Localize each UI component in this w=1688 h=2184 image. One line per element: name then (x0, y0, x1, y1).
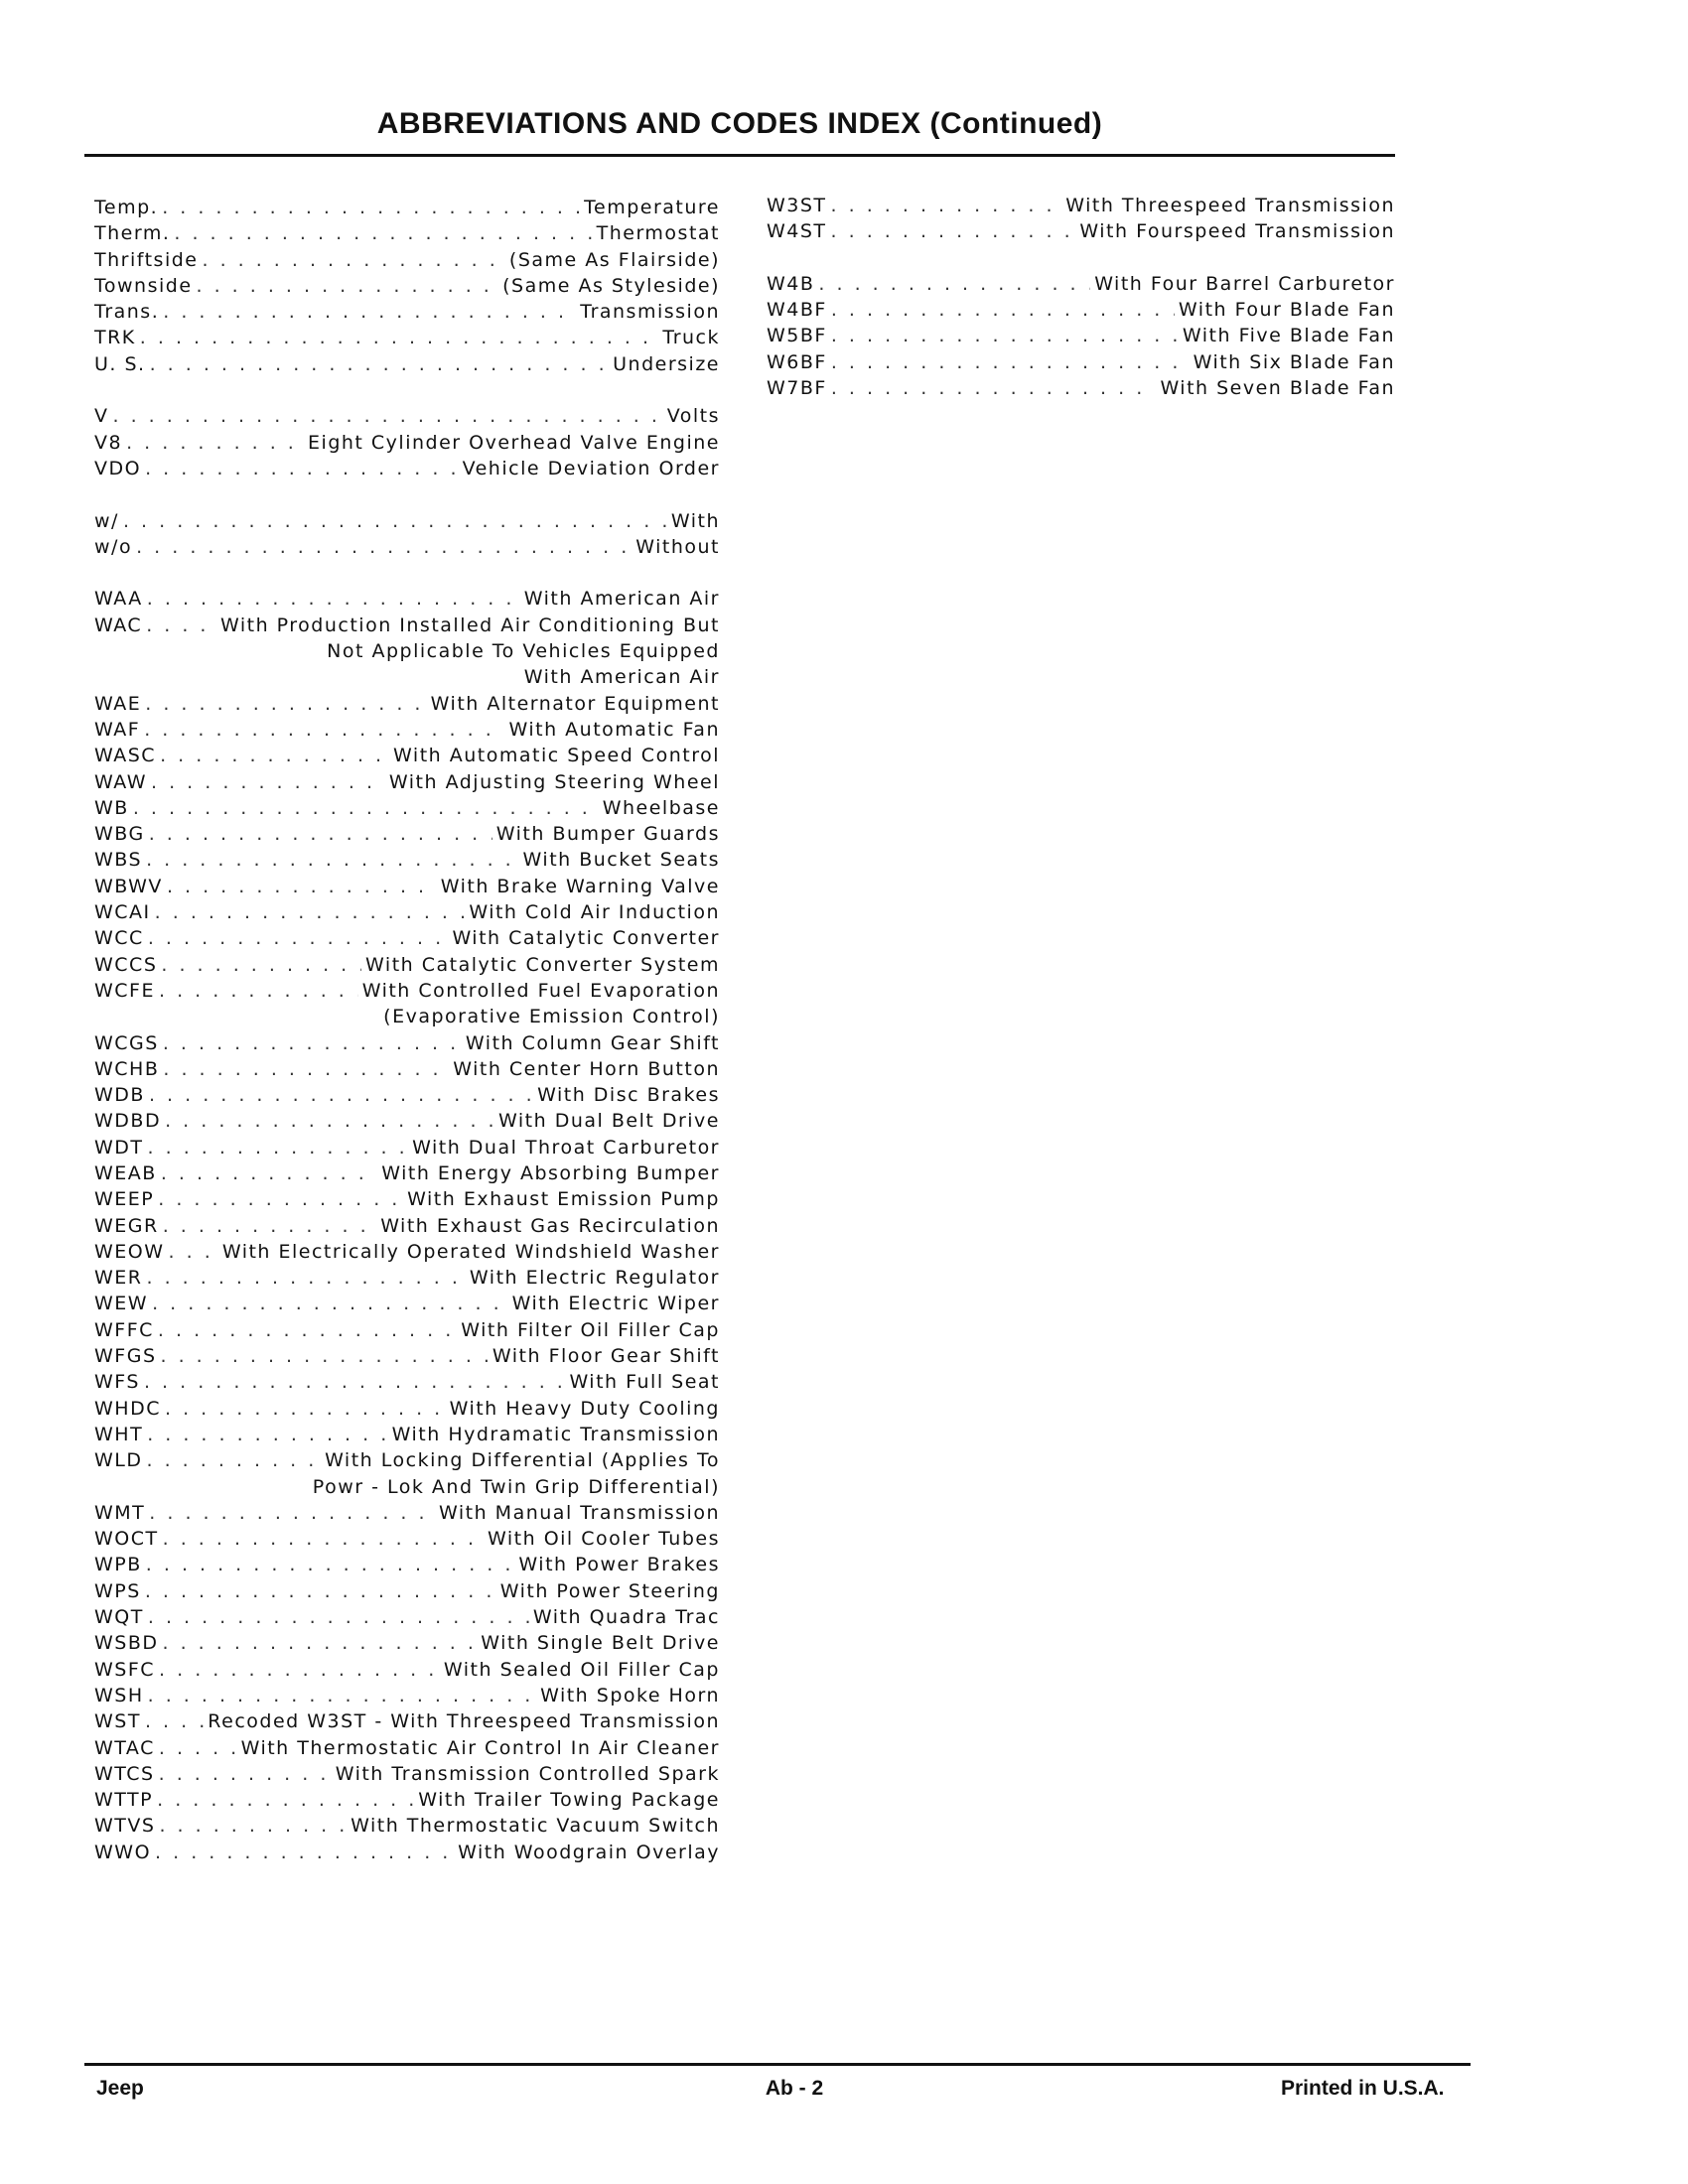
dot-leader (151, 771, 385, 793)
index-entry (94, 745, 720, 770)
entry-abbreviation: W7BF (767, 377, 827, 400)
entry-abbreviation: WCAI (94, 901, 151, 924)
index-entry (94, 1241, 720, 1267)
page-number: Ab - 2 (765, 2077, 824, 2100)
entry-abbreviation: WBWV (94, 875, 163, 897)
index-entry (767, 273, 1395, 299)
entry-abbreviation: U. S. (94, 352, 146, 375)
dot-leader (146, 849, 518, 871)
entry-abbreviation: TRK (94, 327, 136, 349)
entry-abbreviation: W4BF (767, 299, 827, 322)
page-title: ABBREVIATIONS AND CODES INDEX (Continued) (376, 107, 1103, 140)
entry-abbreviation: WFGS (94, 1345, 157, 1368)
entry-meaning: With Woodgrain Overlay (458, 1841, 720, 1863)
dot-leader (159, 1815, 347, 1837)
index-entry (94, 1763, 720, 1789)
index-entry (94, 432, 720, 458)
entry-abbreviation: WFS (94, 1371, 140, 1394)
index-entry (94, 405, 720, 431)
entry-abbreviation: WDB (94, 1084, 145, 1107)
dot-leader (174, 222, 592, 244)
entry-meaning: Temperature (584, 197, 720, 218)
entry-abbreviation: W6BF (767, 350, 827, 373)
entry-abbreviation: WBG (94, 823, 145, 846)
dot-leader (123, 510, 667, 532)
index-entry (94, 1293, 720, 1318)
index-entry (94, 1032, 720, 1058)
entry-meaning: With Alternator Equipment (430, 692, 720, 715)
dot-leader (149, 1502, 435, 1524)
entry-abbreviation: WTAC (94, 1736, 155, 1759)
dot-leader (163, 1058, 449, 1080)
entry-abbreviation: WER (94, 1267, 143, 1290)
index-entry (94, 954, 720, 980)
entry-meaning: With Quadra Trac (532, 1606, 720, 1629)
dot-leader (145, 693, 426, 715)
entry-meaning: With Cold Air Induction (469, 901, 720, 924)
entry-meaning: With Manual Transmission (439, 1501, 720, 1524)
index-entry (94, 1842, 720, 1867)
entry-abbreviation: WAF (94, 718, 141, 741)
entry-meaning: With Energy Absorbing Bumper (381, 1161, 720, 1184)
entry-abbreviation: WAC (94, 614, 143, 636)
index-entry (94, 1084, 720, 1110)
dot-leader (831, 195, 1062, 216)
entry-abbreviation: WHDC (94, 1397, 161, 1420)
index-entry (94, 719, 720, 745)
entry-meaning: With Column Gear Shift (465, 1031, 720, 1054)
index-entry (94, 275, 720, 301)
index-entry (767, 220, 1395, 246)
index-entry (94, 1737, 720, 1763)
index-entry (94, 1659, 720, 1685)
dot-leader (163, 1528, 484, 1550)
dot-leader (831, 351, 1190, 373)
entry-abbreviation: WTVS (94, 1815, 156, 1838)
entry-abbreviation: WEEP (94, 1188, 155, 1211)
index-entry (94, 1267, 720, 1293)
entry-meaning: With Bucket Seats (522, 849, 720, 872)
entry-meaning: Volts (666, 405, 720, 428)
entry-meaning: With Four Blade Fan (1178, 299, 1395, 322)
index-entry (94, 693, 720, 719)
entry-meaning: With Four Barrel Carburetor (1094, 272, 1395, 295)
entry-meaning-continued: Powr - Lok And Twin Grip Differential) (312, 1475, 720, 1498)
entry-abbreviation: WSBD (94, 1632, 159, 1655)
dot-leader (163, 1032, 462, 1054)
dot-leader (144, 1371, 565, 1393)
index-entry (94, 1554, 720, 1579)
entry-abbreviation: Townside (94, 274, 193, 297)
dot-leader (159, 1737, 237, 1759)
entry-abbreviation: WCCS (94, 953, 158, 976)
entry-abbreviation: WEAB (94, 1161, 157, 1184)
dot-leader (147, 1424, 387, 1445)
entry-meaning: With Filter Oil Filler Cap (461, 1318, 720, 1341)
dot-leader (163, 1632, 478, 1654)
footer-printed: Printed in U.S.A. (1281, 2077, 1445, 2100)
entry-abbreviation: W4ST (767, 220, 827, 243)
entry-meaning: With Bumper Guards (495, 823, 720, 846)
index-entry (94, 1371, 720, 1397)
index-entry (94, 1188, 720, 1214)
entry-abbreviation: WEGR (94, 1214, 159, 1237)
index-entry (94, 1398, 720, 1424)
entry-meaning: Transmission (580, 301, 720, 324)
dot-leader (160, 745, 389, 766)
entry-meaning: Eight Cylinder Overhead Valve Engine (308, 431, 720, 454)
index-entry (767, 325, 1395, 350)
entry-abbreviation: Temp. (94, 197, 159, 218)
entry-meaning: With Hydramatic Transmission (391, 1423, 720, 1445)
entry-meaning: With Exhaust Gas Recirculation (380, 1214, 720, 1237)
dot-leader (133, 797, 599, 819)
header-rule (84, 154, 1395, 157)
entry-abbreviation: WPB (94, 1554, 142, 1576)
index-entry (94, 797, 720, 823)
dot-leader (831, 299, 1175, 321)
index-entry (94, 1162, 720, 1188)
entry-meaning: With Thermostatic Vacuum Switch (351, 1815, 720, 1838)
dot-leader (157, 1789, 414, 1811)
dot-leader (831, 325, 1179, 346)
index-entry (767, 195, 1395, 220)
entry-abbreviation: V8 (94, 431, 123, 454)
entry-meaning: Wheelbase (602, 796, 720, 819)
index-entry (94, 1449, 720, 1475)
entry-abbreviation: WEW (94, 1293, 149, 1315)
entry-meaning: With Automatic Fan (508, 718, 720, 741)
entry-meaning: Recoded W3ST - With Threespeed Transmission (208, 1710, 720, 1733)
index-entry (94, 1632, 720, 1658)
index-entry (94, 1580, 720, 1606)
entry-meaning: With Exhaust Emission Pump (407, 1188, 720, 1211)
index-entry (94, 901, 720, 927)
entry-abbreviation: WAE (94, 692, 142, 715)
entry-abbreviation: WMT (94, 1501, 146, 1524)
entry-abbreviation: WLD (94, 1449, 143, 1472)
dot-leader (159, 980, 358, 1002)
dot-leader (145, 458, 459, 479)
entry-abbreviation: WCC (94, 927, 144, 950)
index-entry (94, 1215, 720, 1241)
entry-abbreviation: W3ST (767, 195, 827, 216)
entry-meaning: With Electric Regulator (469, 1267, 720, 1290)
index-entry (94, 222, 720, 248)
dot-leader (148, 1137, 409, 1159)
entry-meaning: With Controlled Fuel Evaporation (361, 979, 720, 1002)
dot-leader (146, 614, 216, 636)
entry-meaning: With Seven Blade Fan (1160, 377, 1395, 400)
dot-leader (161, 1345, 489, 1367)
dot-leader (149, 1084, 533, 1106)
index-entry (94, 980, 720, 1006)
entry-meaning: With Adjusting Steering Wheel (388, 770, 720, 793)
dot-leader (165, 1110, 494, 1132)
entry-abbreviation: WB (94, 796, 129, 819)
entry-abbreviation: W5BF (767, 325, 827, 347)
index-entry (94, 771, 720, 797)
dot-leader (197, 275, 499, 297)
entry-meaning: With Locking Differential (Applies To (325, 1449, 720, 1472)
index-entry (94, 876, 720, 901)
entry-gap (94, 379, 720, 405)
dot-leader (145, 1580, 496, 1602)
entry-meaning: Truck (662, 327, 720, 349)
entry-abbreviation: WTTP (94, 1789, 154, 1812)
dot-leader (158, 1188, 403, 1210)
dot-leader (145, 1710, 204, 1732)
entry-abbreviation: WPS (94, 1579, 141, 1602)
entry-abbreviation: WST (94, 1710, 141, 1733)
dot-leader (161, 954, 361, 976)
dot-leader (147, 588, 520, 610)
dot-leader (159, 1763, 332, 1785)
index-entry (94, 1110, 720, 1136)
entry-meaning: With Six Blade Fan (1193, 350, 1395, 373)
dot-leader (146, 1554, 515, 1575)
dot-leader (150, 353, 610, 375)
entry-meaning: Vehicle Deviation Order (462, 457, 720, 479)
dot-leader (148, 927, 449, 949)
entry-meaning: With Single Belt Drive (481, 1632, 720, 1655)
entry-meaning: With Dual Throat Carburetor (412, 1136, 720, 1159)
entry-meaning: With Heavy Duty Cooling (449, 1397, 720, 1420)
entry-meaning: With Spoke Horn (540, 1684, 720, 1706)
entry-abbreviation: WASC (94, 745, 157, 767)
dot-leader (148, 1606, 529, 1628)
dot-leader (202, 249, 504, 271)
entry-gap (94, 562, 720, 588)
dot-leader (831, 220, 1076, 242)
entry-abbreviation: WSFC (94, 1658, 156, 1681)
index-entry (94, 614, 720, 640)
entry-abbreviation: w/ (94, 509, 119, 532)
index-entry (94, 1345, 720, 1371)
entry-meaning: With Full Seat (569, 1371, 720, 1394)
entry-abbreviation: Therm. (94, 222, 171, 245)
entry-meaning: With Center Horn Button (453, 1057, 720, 1080)
index-entry (94, 536, 720, 562)
dot-leader (140, 327, 659, 348)
entry-gap (767, 247, 1395, 273)
index-entry (767, 351, 1395, 377)
dot-leader (167, 876, 437, 897)
entry-meaning: With Oil Cooler Tubes (488, 1528, 720, 1551)
dot-leader (831, 377, 1157, 399)
entry-abbreviation: WFFC (94, 1318, 154, 1341)
entry-gap (94, 483, 720, 509)
entry-meaning: With Power Brakes (518, 1554, 720, 1576)
index-entry (94, 1058, 720, 1084)
dot-leader (136, 536, 632, 558)
entry-meaning: With Power Steering (499, 1579, 720, 1602)
entry-abbreviation: WDT (94, 1136, 144, 1159)
entry-abbreviation: VDO (94, 457, 142, 479)
index-entry (94, 1710, 720, 1736)
index-entry (94, 353, 720, 379)
entry-meaning: Thermostat (596, 222, 720, 245)
entry-abbreviation: w/o (94, 535, 133, 558)
entry-meaning: With Dual Belt Drive (498, 1110, 720, 1133)
entry-meaning: With Threespeed Transmission (1065, 195, 1395, 216)
entry-meaning: (Same As Styleside) (502, 274, 720, 297)
footer-brand: Jeep (96, 2077, 144, 2100)
entry-meaning-continued: (Evaporative Emission Control) (383, 1006, 720, 1028)
entry-meaning: Without (635, 535, 720, 558)
entry-abbreviation: WTCS (94, 1762, 155, 1785)
entry-meaning: With Catalytic Converter System (365, 953, 720, 976)
entry-abbreviation: WDBD (94, 1110, 162, 1133)
entry-abbreviation: WCHB (94, 1057, 160, 1080)
index-entry (94, 1502, 720, 1528)
dot-leader (149, 823, 492, 845)
entry-meaning: With Trailer Towing Package (418, 1789, 720, 1812)
index-entry (94, 458, 720, 483)
index-entry (94, 849, 720, 875)
entry-meaning: With Catalytic Converter (452, 927, 720, 950)
dot-leader (163, 301, 576, 323)
entry-meaning: With Brake Warning Valve (440, 875, 720, 897)
right-column (767, 195, 1395, 403)
dot-leader (818, 273, 1090, 295)
entry-meaning: With Fourspeed Transmission (1079, 220, 1395, 243)
index-entry (94, 1319, 720, 1345)
dot-leader (162, 197, 580, 218)
index-entry (767, 377, 1395, 403)
index-entry (94, 510, 720, 536)
index-entry (767, 299, 1395, 325)
entry-abbreviation: WHT (94, 1423, 144, 1445)
entry-abbreviation: WQT (94, 1606, 144, 1629)
dot-leader (148, 1685, 536, 1706)
entry-meaning-continued: With American Air (523, 666, 720, 689)
entry-meaning: With Electrically Operated Windshield Washer (221, 1240, 720, 1263)
entry-abbreviation: Thriftside (94, 248, 199, 271)
dot-leader (144, 719, 504, 741)
entry-meaning: With Disc Brakes (537, 1084, 720, 1107)
entry-meaning: With Automatic Speed Control (393, 745, 720, 767)
entry-meaning: With Thermostatic Air Control In Air Cleaner (240, 1736, 720, 1759)
entry-abbreviation: WAA (94, 588, 143, 611)
dot-leader (147, 1267, 466, 1289)
dot-leader (126, 432, 304, 454)
index-entry (94, 1606, 720, 1632)
entry-abbreviation: WCGS (94, 1031, 159, 1054)
index-entry (94, 249, 720, 275)
index-entry (94, 327, 720, 352)
entry-meaning: With Production Installed Air Conditioning But (219, 614, 720, 636)
entry-meaning: With Sealed Oil Filler Cap (443, 1658, 720, 1681)
dot-leader (163, 1215, 376, 1237)
index-entry (94, 1685, 720, 1710)
entry-meaning: (Same As Flairside) (508, 248, 720, 271)
entry-abbreviation: WSH (94, 1684, 144, 1706)
entry-meaning: With (670, 509, 720, 532)
index-entry (94, 588, 720, 614)
index-entry (94, 301, 720, 327)
index-entry (94, 823, 720, 849)
dot-leader (158, 1319, 457, 1341)
index-entry (94, 1528, 720, 1554)
entry-meaning: With Five Blade Fan (1182, 325, 1395, 347)
entry-meaning: With American Air (523, 588, 720, 611)
dot-leader (113, 405, 663, 427)
index-entry (94, 927, 720, 953)
entry-meaning: With Transmission Controlled Spark (335, 1762, 720, 1785)
entry-abbreviation: W4B (767, 272, 815, 295)
entry-abbreviation: WCFE (94, 979, 155, 1002)
entry-abbreviation: WOCT (94, 1528, 159, 1551)
index-entry (94, 1137, 720, 1162)
entry-meaning: Undersize (613, 352, 720, 375)
entry-abbreviation: WWO (94, 1841, 152, 1863)
footer-rule (84, 2063, 1471, 2066)
entry-meaning-continued: Not Applicable To Vehicles Equipped (327, 640, 720, 663)
entry-meaning: With Electric Wiper (511, 1293, 720, 1315)
index-entry (94, 1424, 720, 1449)
dot-leader (159, 1659, 440, 1681)
index-entry (94, 1815, 720, 1841)
entry-meaning: With Floor Gear Shift (492, 1345, 720, 1368)
index-entry (94, 197, 720, 222)
entry-abbreviation: WBS (94, 849, 143, 872)
left-column (94, 197, 720, 1867)
dot-leader (161, 1162, 377, 1184)
dot-leader (169, 1241, 218, 1263)
dot-leader (155, 1842, 454, 1863)
entry-abbreviation: WEOW (94, 1240, 165, 1263)
entry-abbreviation: WAW (94, 770, 147, 793)
dot-leader (165, 1398, 446, 1420)
index-entry (94, 1789, 720, 1815)
dot-leader (147, 1449, 322, 1471)
dot-leader (152, 1293, 508, 1314)
entry-abbreviation: V (94, 405, 109, 428)
entry-abbreviation: Trans. (94, 301, 160, 324)
dot-leader (155, 901, 466, 923)
